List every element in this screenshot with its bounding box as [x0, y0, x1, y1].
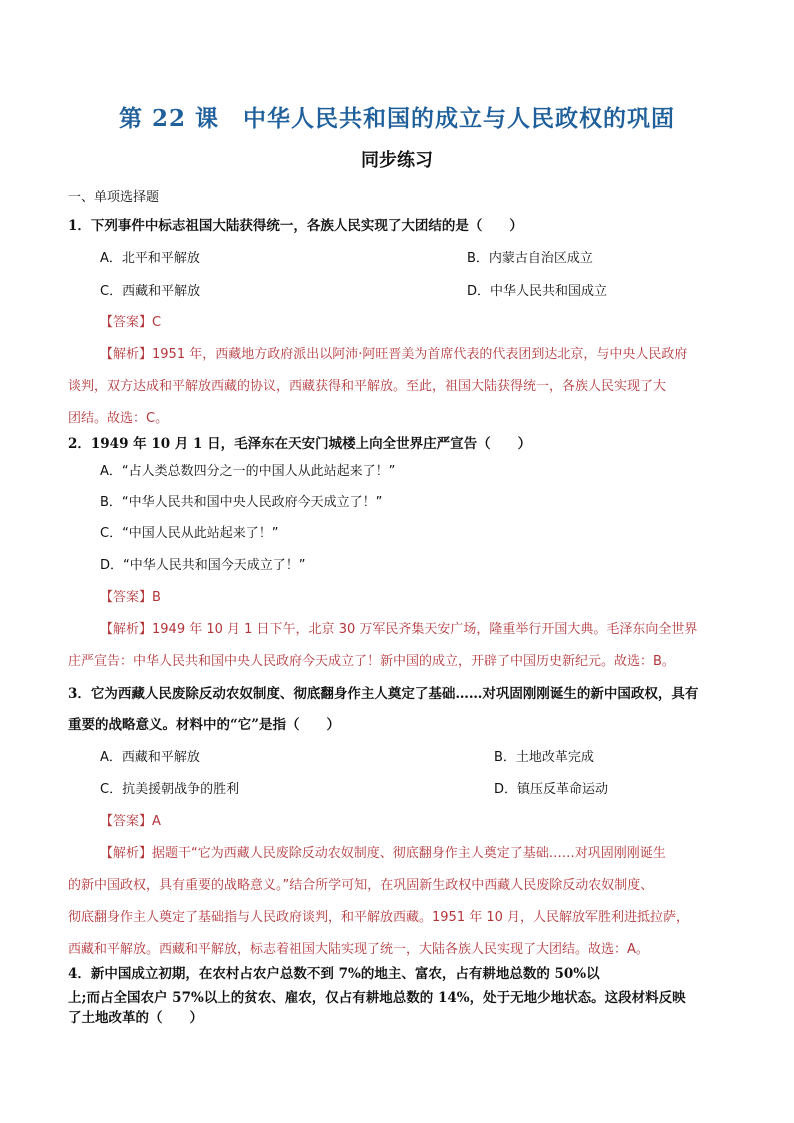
q2-option-b: B．“中华人民共和国中央人民政府今天成立了！” — [100, 495, 383, 510]
question-4-stem-line-3: 了土地改革的（ ） — [68, 1010, 203, 1026]
q3-explanation-line-3: 彻底翻身作主人奠定了基础指与人民政府谈判，和平解放西藏。1951 年 10 月，人民解放军胜利进抵拉萨， — [68, 910, 690, 925]
page-subtitle: 同步练习 — [361, 150, 433, 171]
q2-explanation-line-1: 【解析】1949 年 10 月 1 日下午，北京 30 万军民齐集天安广场，隆重举行开国大典。毛泽东向全世界 — [100, 622, 698, 637]
q3-option-c: C．抗美援朝战争的胜利 — [100, 782, 240, 797]
q2-option-a: A．“占人类总数四分之一的中国人从此站起来了！” — [100, 464, 396, 479]
question-3-stem-line-2: 重要的战略意义。材料中的“它”是指（ ） — [68, 717, 341, 733]
q1-option-b: B．内蒙古自治区成立 — [467, 251, 593, 266]
q3-option-a: A．西藏和平解放 — [100, 750, 200, 765]
q3-option-d: D．镇压反革命运动 — [494, 782, 609, 797]
q3-explanation-line-2: 的新中国政权，具有重要的战略意义。”结合所学可知，在巩固新生政权中西藏人民废除反动农奴制度、 — [68, 878, 654, 893]
page-title: 第 22 课 中华人民共和国的成立与人民政权的巩固 — [118, 105, 676, 132]
q2-option-c: C．“中国人民从此站起来了！” — [100, 526, 279, 541]
q1-option-d: D．中华人民共和国成立 — [467, 284, 608, 299]
q2-option-d: D．“中华人民共和国今天成立了！” — [100, 558, 306, 573]
q1-explanation-line-2: 谈判，双方达成和平解放西藏的协议，西藏获得和平解放。至此，祖国大陆获得统一，各族人民实现了大 — [68, 379, 667, 394]
question-2-stem: 2．1949 年 10 月 1 日，毛泽东在天安门城楼上向全世界庄严宣告（ ） — [68, 436, 532, 452]
question-3-stem-line-1: 3．它为西藏人民废除反动农奴制度、彻底翻身作主人奠定了基础……对巩固刚刚诞生的新中国政权，具有 — [68, 686, 699, 702]
q1-explanation-line-1: 【解析】1951 年，西藏地方政府派出以阿沛·阿旺晋美为首席代表的代表团到达北京，与中央人民政府 — [100, 347, 688, 362]
question-4-stem-line-1: 4．新中国成立初期，在农村占农户总数不到 7%的地主、富农，占有耕地总数的 50%以 — [68, 966, 600, 982]
q3-explanation-line-4: 西藏和平解放。西藏和平解放，标志着祖国大陆实现了统一，大陆各族人民实现了大团结。故选：A。 — [68, 942, 649, 957]
q3-explanation-line-1: 【解析】据题干“它为西藏人民废除反动农奴制度、彻底翻身作主人奠定了基础……对巩固刚刚诞生 — [100, 846, 666, 861]
q3-option-b: B．土地改革完成 — [494, 750, 594, 765]
q3-answer: 【答案】A — [100, 814, 161, 829]
section-heading: 一、单项选择题 — [68, 190, 160, 205]
q1-explanation-line-3: 团结。故选：C。 — [68, 411, 169, 426]
q1-option-a: A．北平和平解放 — [100, 251, 200, 266]
q2-explanation-line-2: 庄严宣告：中华人民共和国中央人民政府今天成立了！新中国的成立，开辟了中国历史新纪元。故选：B。 — [68, 654, 675, 669]
q1-option-c: C．西藏和平解放 — [100, 284, 201, 299]
question-4-stem-line-2: 上;而占全国农户 57%以上的贫农、雇农，仅占有耕地总数的 14%，处于无地少地状态。这段材料反映 — [68, 990, 686, 1006]
q1-answer: 【答案】C — [100, 315, 162, 330]
q2-answer: 【答案】B — [100, 590, 161, 605]
question-1-stem: 1．下列事件中标志祖国大陆获得统一，各族人民实现了大团结的是（ ） — [68, 218, 523, 234]
